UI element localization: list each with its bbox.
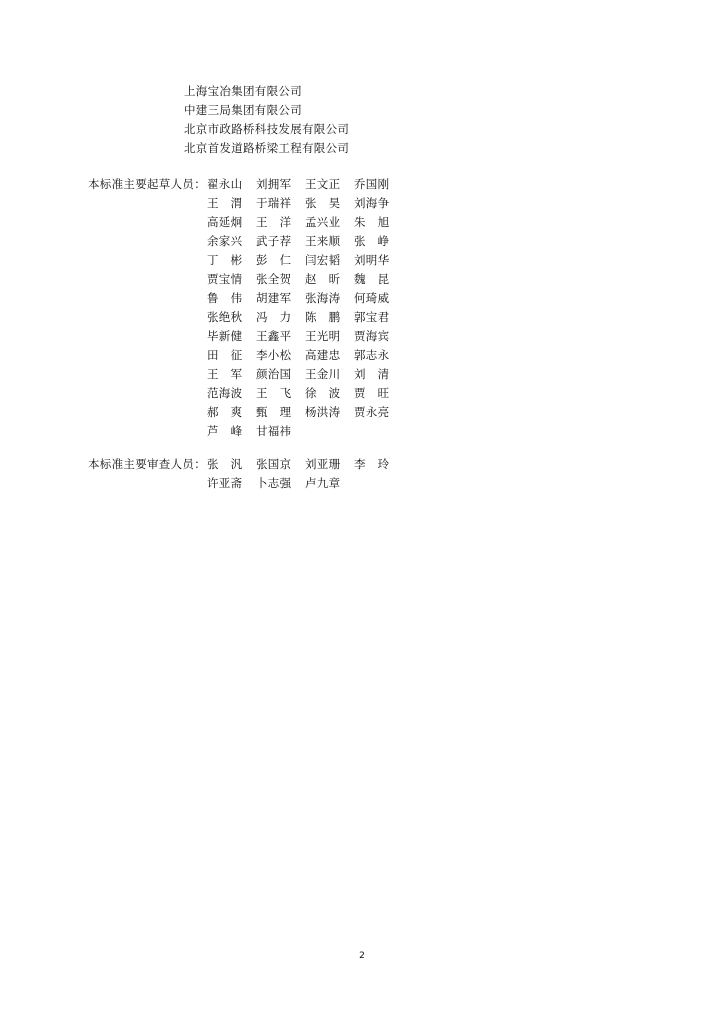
person-name: 闫宏韬 bbox=[305, 253, 341, 267]
drafters-label: 本标准主要起草人员： bbox=[88, 177, 206, 191]
person-name: 高建忠 bbox=[305, 348, 341, 362]
person-name: 郭志永 bbox=[354, 348, 390, 362]
person-name: 孟兴业 bbox=[305, 215, 341, 229]
person-name: 乔国刚 bbox=[354, 177, 390, 191]
person-name: 郭宝君 bbox=[354, 310, 390, 324]
person-name: 芦 峰 bbox=[207, 424, 243, 438]
person-name: 王 军 bbox=[207, 367, 243, 381]
person-name: 张国京 bbox=[256, 457, 292, 471]
person-name: 许亚斋 bbox=[207, 476, 243, 490]
person-name: 刘明华 bbox=[354, 253, 390, 267]
page-number-text: 2 bbox=[359, 951, 365, 961]
reviewers-names bbox=[207, 455, 403, 493]
person-name: 武子荐 bbox=[256, 234, 292, 248]
person-name: 甄 理 bbox=[256, 405, 292, 419]
organization-list bbox=[184, 82, 349, 158]
person-name: 刘海争 bbox=[354, 196, 390, 210]
person-name: 贾 旺 bbox=[354, 386, 390, 400]
person-name: 刘亚珊 bbox=[305, 457, 341, 471]
person-name: 丁 彬 bbox=[207, 253, 243, 267]
person-name: 杨洪涛 bbox=[305, 405, 341, 419]
person-name: 王鑫平 bbox=[256, 329, 292, 343]
person-name: 卜志强 bbox=[256, 476, 292, 490]
person-name: 卢九章 bbox=[305, 476, 341, 490]
person-name: 胡建军 bbox=[256, 291, 292, 305]
person-name: 鲁 伟 bbox=[207, 291, 243, 305]
person-name: 甘福祎 bbox=[256, 424, 292, 438]
person-name: 张海涛 bbox=[305, 291, 341, 305]
person-name: 冯 力 bbox=[256, 310, 292, 324]
person-name: 王 渭 bbox=[207, 196, 243, 210]
person-name: 张 昊 bbox=[305, 196, 341, 210]
person-name: 田 征 bbox=[207, 348, 243, 362]
person-name: 王 洋 bbox=[256, 215, 292, 229]
person-name: 高延炯 bbox=[207, 215, 243, 229]
person-name: 刘 清 bbox=[354, 367, 390, 381]
person-name: 何琦威 bbox=[354, 291, 390, 305]
person-name: 赵 昕 bbox=[305, 272, 341, 286]
organization-line: 中建三局集团有限公司 bbox=[184, 103, 302, 117]
person-name: 余家兴 bbox=[207, 234, 243, 248]
person-name: 郝 爽 bbox=[207, 405, 243, 419]
person-name: 贾永亮 bbox=[354, 405, 390, 419]
organization-line: 北京市政路桥科技发展有限公司 bbox=[184, 122, 350, 136]
person-name: 张 峥 bbox=[354, 234, 390, 248]
person-name: 毕新健 bbox=[207, 329, 243, 343]
person-name: 陈 鹏 bbox=[305, 310, 341, 324]
drafters-names bbox=[207, 175, 403, 441]
person-name: 王文正 bbox=[305, 177, 341, 191]
person-name: 朱 旭 bbox=[354, 215, 390, 229]
person-name: 魏 昆 bbox=[354, 272, 390, 286]
organization-line: 北京首发道路桥梁工程有限公司 bbox=[184, 141, 350, 155]
person-name: 张全贺 bbox=[256, 272, 292, 286]
person-name: 刘拥军 bbox=[256, 177, 292, 191]
organization-line: 上海宝冶集团有限公司 bbox=[184, 84, 302, 98]
person-name: 贾海宾 bbox=[354, 329, 390, 343]
person-name: 翟永山 bbox=[207, 177, 243, 191]
page-number bbox=[0, 951, 724, 961]
person-name: 李小松 bbox=[256, 348, 292, 362]
person-name: 王光明 bbox=[305, 329, 341, 343]
person-name: 张 汎 bbox=[207, 457, 243, 471]
person-name: 王 飞 bbox=[256, 386, 292, 400]
person-name: 王金川 bbox=[305, 367, 341, 381]
person-name: 于瑞祥 bbox=[256, 196, 292, 210]
person-name: 范海波 bbox=[207, 386, 243, 400]
person-name: 贾宝情 bbox=[207, 272, 243, 286]
person-name: 王来顺 bbox=[305, 234, 341, 248]
reviewers-label: 本标准主要审查人员： bbox=[88, 457, 206, 471]
person-name: 张绝秋 bbox=[207, 310, 243, 324]
person-name: 颜治国 bbox=[256, 367, 292, 381]
person-name: 李 玲 bbox=[354, 457, 390, 471]
person-name: 彭 仁 bbox=[256, 253, 292, 267]
person-name: 徐 波 bbox=[305, 386, 341, 400]
